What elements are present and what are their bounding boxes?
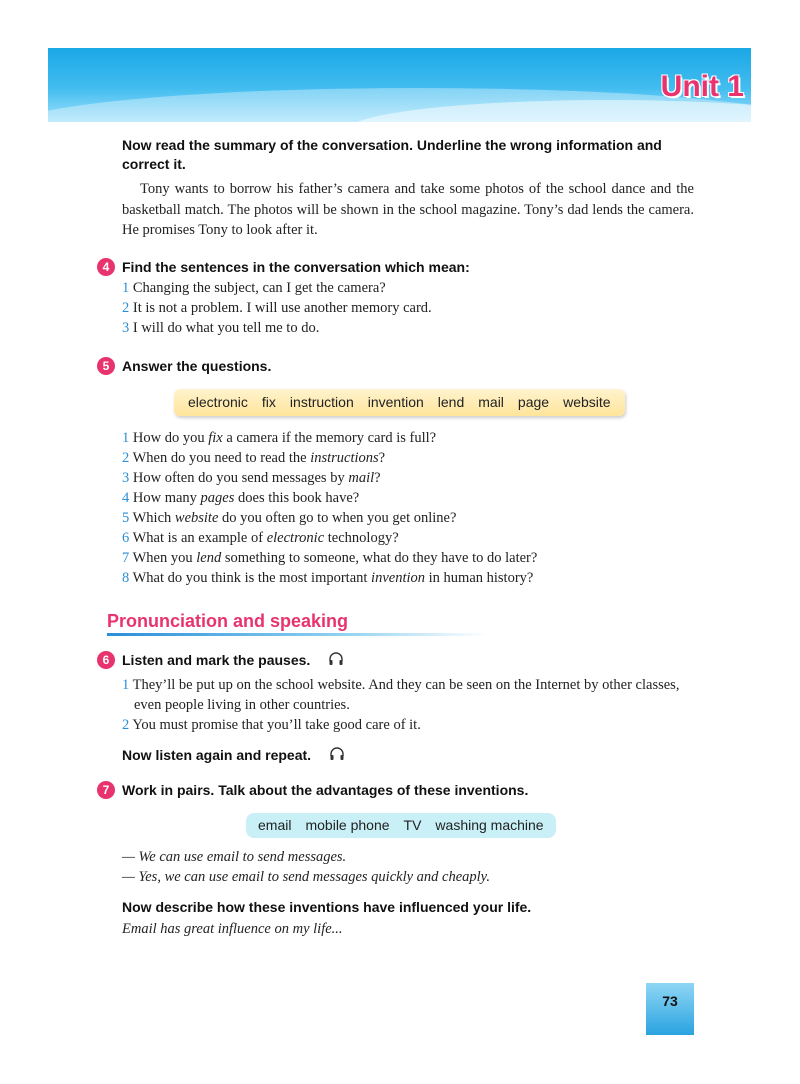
summary-text: Tony wants to borrow his father’s camera and take some photos of the school dance and the basketball match. The photos will be shown in the school magazine. Tony’s dad lends the camera. He promises Tony to look after it.	[122, 181, 694, 238]
dialogue-line: — We can use email to send messages.	[122, 849, 347, 865]
word-bank-word: TV	[403, 817, 422, 833]
word-bank-word: mobile phone	[305, 817, 390, 833]
exercise-7-instruction: Work in pairs. Talk about the advantages of these inventions.	[122, 782, 529, 798]
page-number: 73	[646, 983, 694, 1035]
dialogue-line: — Yes, we can use email to send messages quickly and cheaply.	[122, 869, 490, 885]
repeat-heading	[122, 746, 694, 765]
exercise-6-list	[122, 675, 694, 735]
exercise-5-instruction: Answer the questions.	[122, 358, 272, 374]
exercise-5-list	[122, 428, 694, 588]
word-bank-word: email	[258, 817, 292, 833]
headphones-icon[interactable]	[329, 746, 345, 762]
headphones-icon[interactable]	[328, 651, 344, 667]
summary-instruction: Now read the summary of the conversation. Underline the wrong information and correct it.	[122, 137, 662, 172]
list-item: 5 Which website do you often go to when you get online?	[122, 510, 457, 526]
word-bank-word: lend	[437, 394, 465, 410]
exercise-5-number: 5	[97, 357, 115, 375]
exercise-6-heading	[122, 651, 694, 670]
word-bank-5	[174, 389, 625, 416]
list-item: 7 When you lend something to someone, what do they have to do later?	[122, 550, 538, 566]
header-banner	[48, 48, 751, 122]
unit-title: Unit 1	[660, 70, 744, 103]
word-bank-word: website	[563, 394, 611, 410]
list-item: 2 It is not a problem. I will use another memory card.	[122, 300, 432, 316]
exercise-6-instruction: Listen and mark the pauses.	[122, 652, 311, 668]
describe-instruction: Now describe how these inventions have influenced your life.	[122, 899, 532, 915]
list-item: 3 I will do what you tell me to do.	[122, 320, 320, 336]
exercise-4-number: 4	[97, 258, 115, 276]
word-bank-word: instruction	[289, 394, 354, 410]
list-item: 1 How do you fix a camera if the memory card is full?	[122, 430, 437, 446]
example-sentence: Email has great influence on my life...	[122, 921, 343, 937]
word-bank-word: page	[517, 394, 550, 410]
word-bank-word: fix	[261, 394, 276, 410]
list-item: 8 What do you think is the most important invention in human history?	[122, 570, 534, 586]
word-bank-7	[246, 813, 556, 838]
list-item: 1 They’ll be put up on the school website. And they can be seen on the Internet by other classes, even people living in other countries.	[122, 677, 680, 713]
list-item: 6 What is an example of electronic technology?	[122, 530, 399, 546]
exercise-7-number: 7	[97, 781, 115, 799]
list-item: 4 How many pages does this book have?	[122, 490, 360, 506]
section-underline	[107, 633, 487, 636]
exercise-4-list	[122, 278, 694, 338]
word-bank-word: washing machine	[435, 817, 544, 833]
list-item: 1 Changing the subject, can I get the camera?	[122, 280, 386, 296]
exercise-6-number: 6	[97, 651, 115, 669]
exercise-4-instruction: Find the sentences in the conversation which mean:	[122, 259, 470, 275]
section-title: Pronunciation and speaking	[107, 611, 349, 631]
word-bank-word: mail	[478, 394, 504, 410]
list-item: 3 How often do you send messages by mail?	[122, 470, 381, 486]
list-item: 2 When do you need to read the instructions?	[122, 450, 386, 466]
word-bank-word: invention	[367, 394, 424, 410]
word-bank-word: electronic	[188, 394, 248, 410]
list-item: 2 You must promise that you’ll take good care of it.	[122, 717, 421, 733]
repeat-instruction: Now listen again and repeat.	[122, 747, 312, 763]
